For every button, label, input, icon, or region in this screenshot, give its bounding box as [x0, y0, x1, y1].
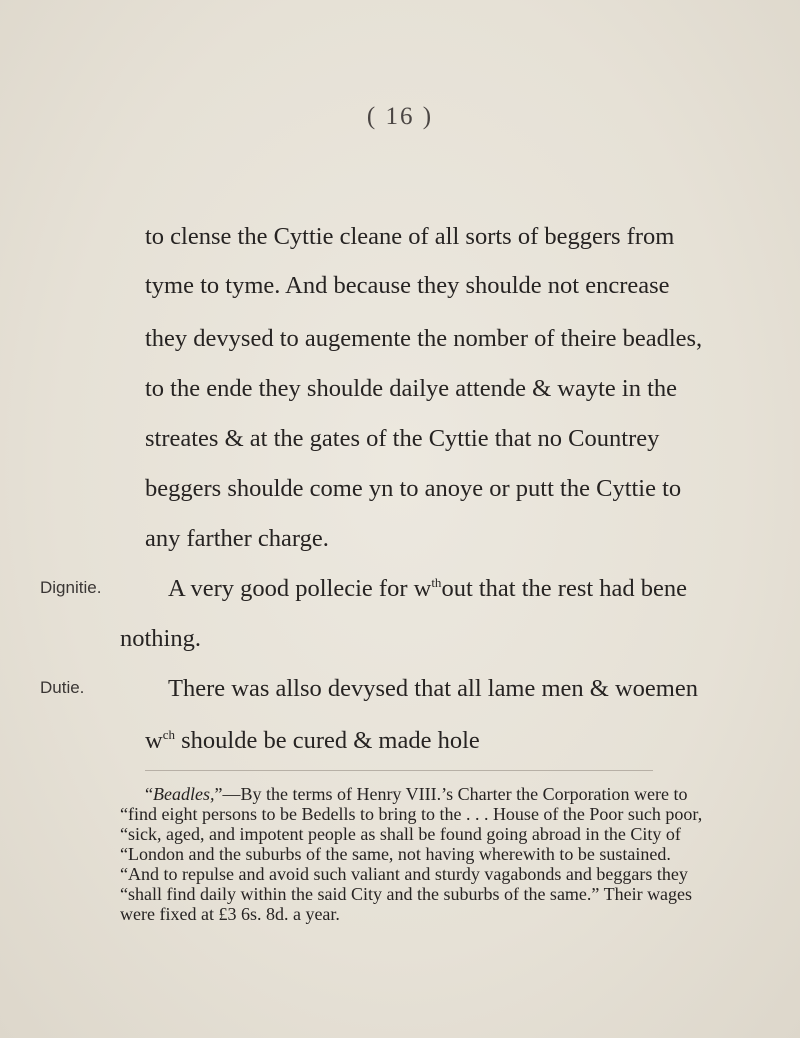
body-line-11-text-a: w	[145, 727, 163, 754]
body-line-8	[168, 574, 688, 604]
body-line-6: beggers shoulde come yn to anoye or putt the Cyttie to	[145, 475, 682, 502]
footnote-term-beadles: Beadles,	[153, 784, 215, 804]
footnote-open-quote: “	[145, 784, 153, 804]
body-line-11-text-b: shoulde be cured & made hole	[174, 727, 480, 754]
body-line-10: There was allso devysed that all lame men & woemen	[168, 675, 698, 702]
body-line-1: to clense the Cyttie cleane of all sorts of beggers from	[145, 223, 675, 250]
body-line-9: nothing.	[120, 625, 201, 652]
footnote-line-1	[145, 784, 688, 804]
body-line-8-text-a: A very good pollecie for w	[168, 575, 432, 602]
body-line-11	[145, 726, 653, 756]
body-line-3: they devysed to augemente the nomber of theire beadles,	[145, 325, 703, 352]
footnote-line-5: “And to repulse and avoid such valiant and sturdy vagabonds and beggars they	[120, 864, 688, 884]
body-line-8-text-b: out that the rest had bene	[441, 575, 688, 602]
superscript-ch: ch	[162, 727, 175, 742]
footnote-line-2: “find eight persons to be Bedells to bring to the . . . House of the Poor such poor,	[120, 804, 703, 824]
body-line-4: to the ende they shoulde dailye attende & wayte in the	[145, 375, 678, 402]
footnote-line-4: “London and the suburbs of the same, not having wherewith to be sustained.	[120, 844, 671, 864]
footnote-line-3: “sick, aged, and impotent people as shall be found going abroad in the City of	[120, 824, 681, 844]
margin-note-dutie: Dutie.	[40, 678, 85, 697]
body-line-7: any farther charge.	[145, 525, 329, 552]
page-number: ( 16 )	[366, 103, 434, 130]
footnote-rule	[145, 770, 653, 771]
body-line-2: tyme to tyme. And because they shoulde not encrease	[145, 272, 670, 299]
footnote-line-7: were fixed at £3 6s. 8d. a year.	[120, 904, 340, 924]
footnote-line-1-text: ”—By the terms of Henry VIII.’s Charter the Corporation were to	[214, 784, 688, 804]
body-line-5: streates & at the gates of the Cyttie that no Countrey	[145, 425, 660, 452]
margin-note-dignitie: Dignitie.	[40, 578, 102, 597]
footnote-line-6: “shall find daily within the said City and the suburbs of the same.” Their wages	[120, 884, 693, 904]
superscript-th: th	[431, 575, 442, 590]
